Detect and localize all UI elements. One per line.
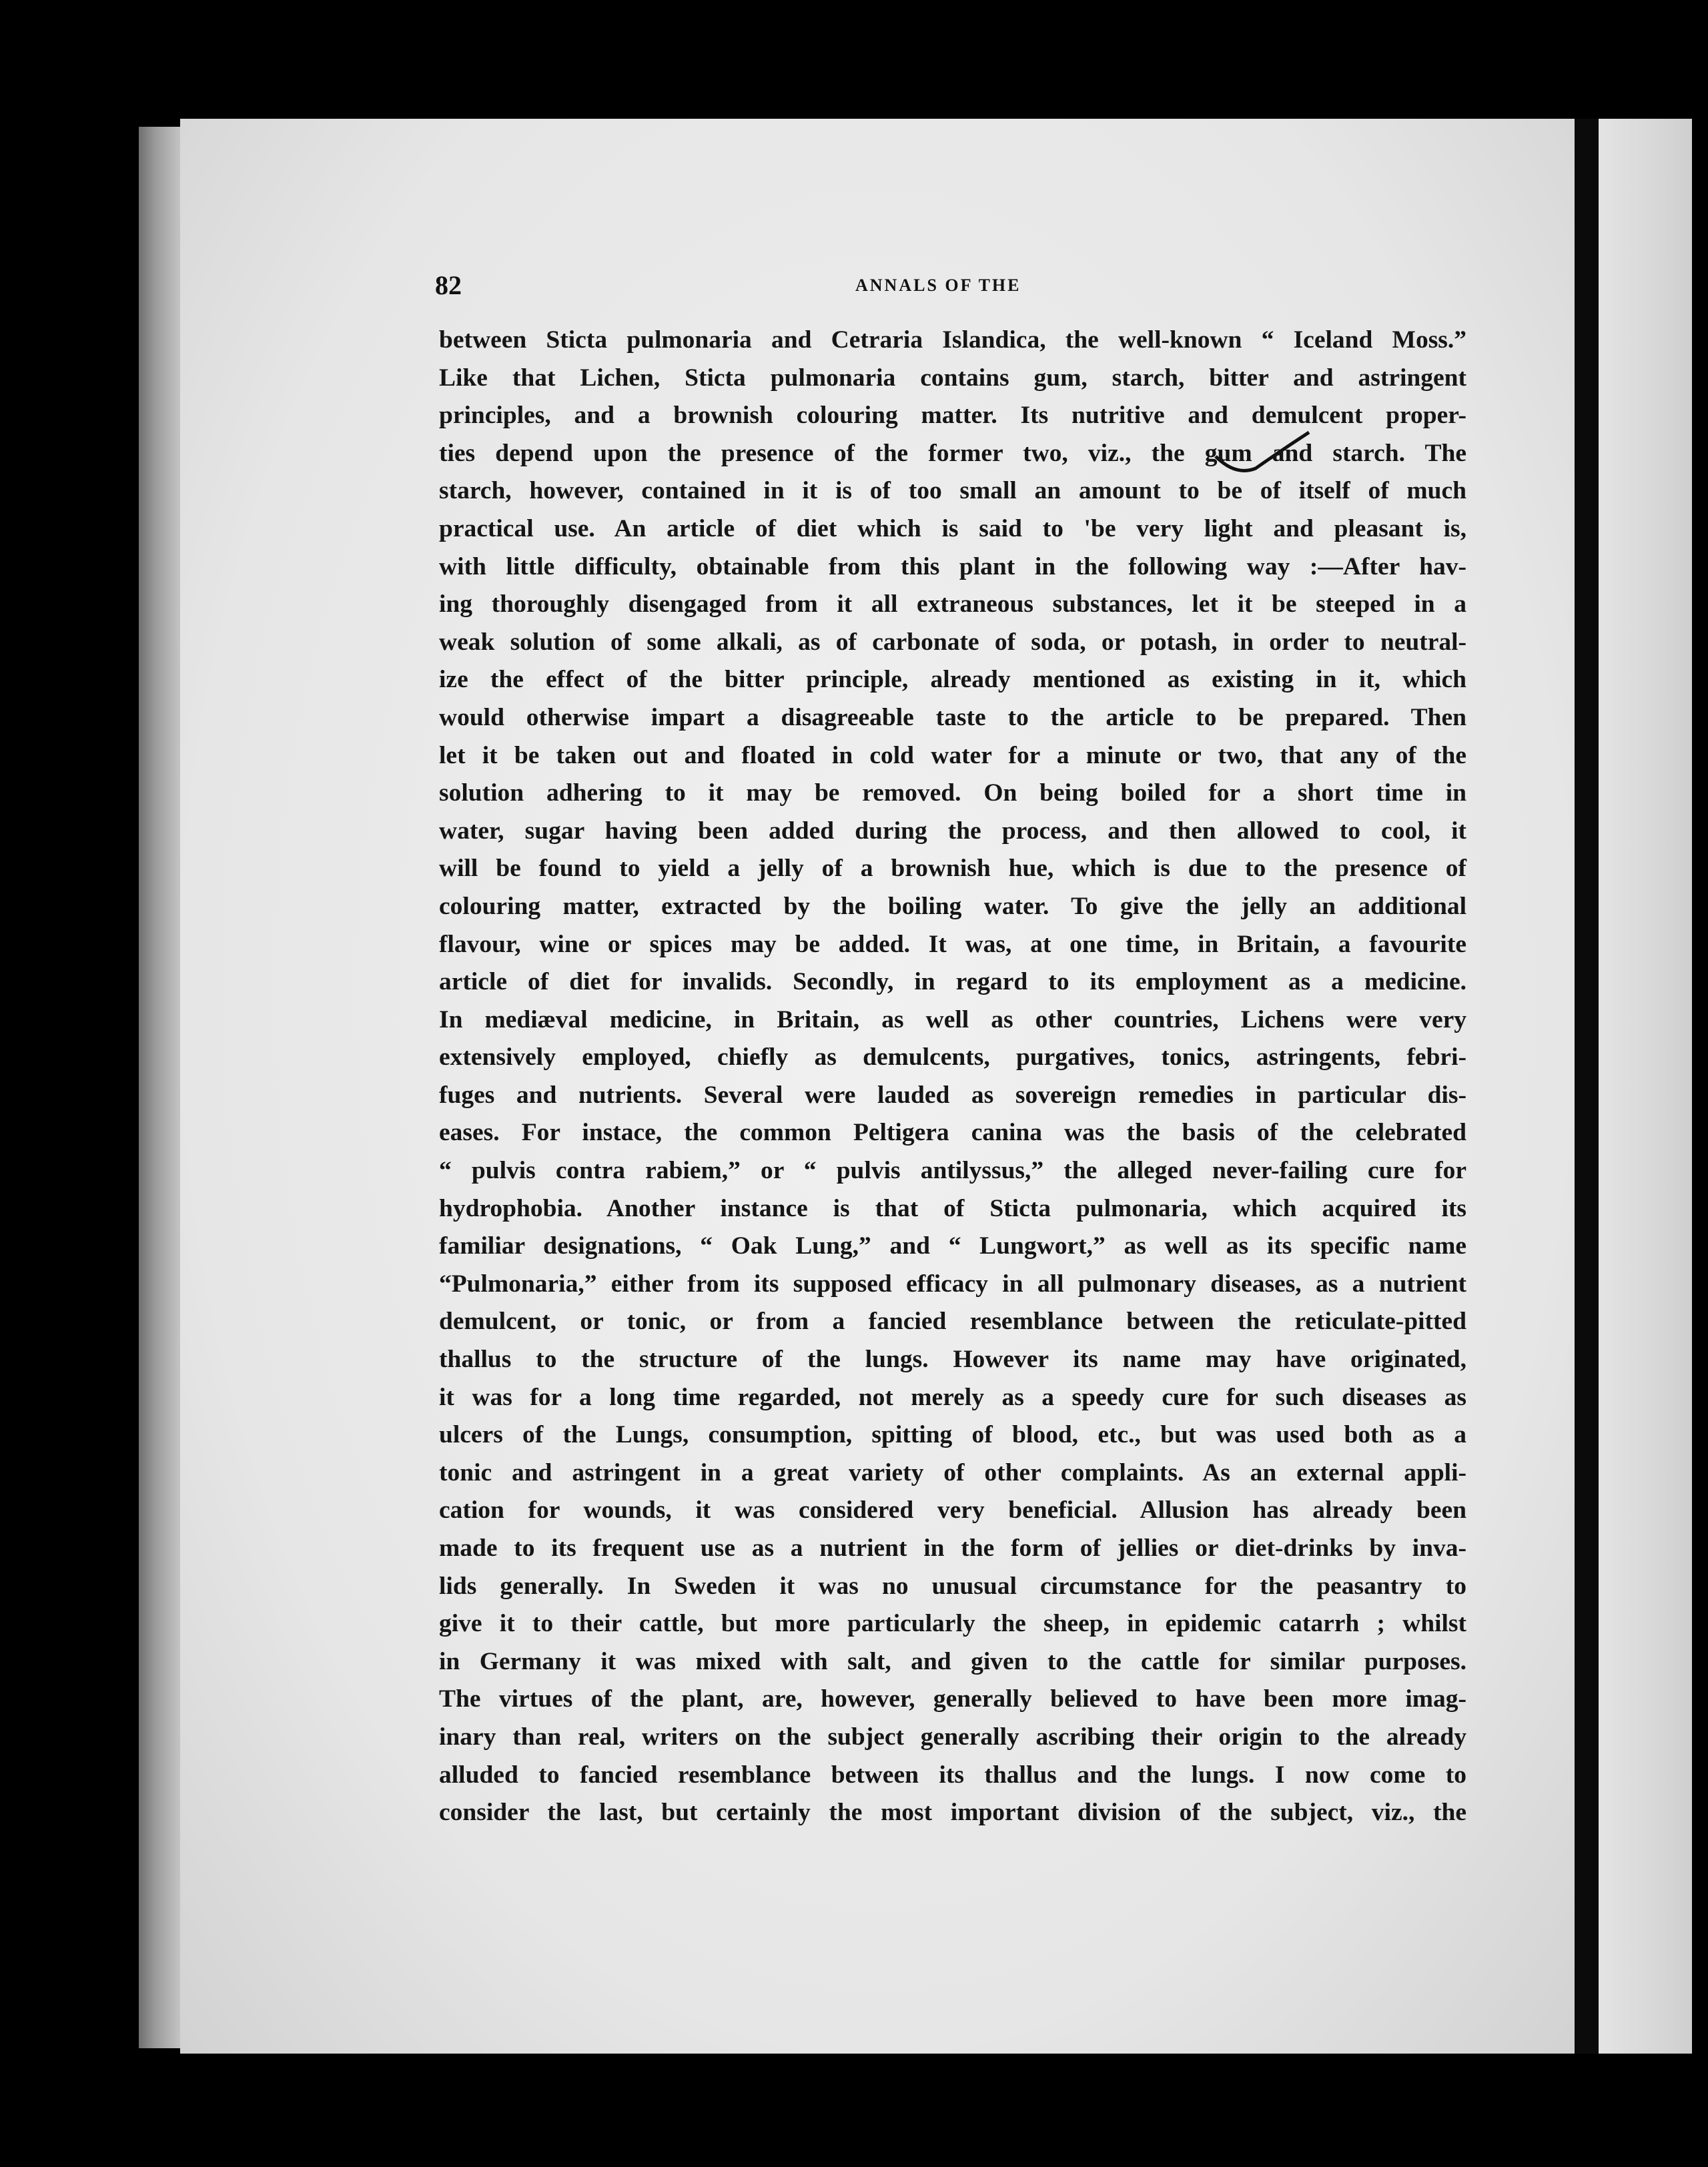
- text-line: ties depend upon the presence of the former two, viz., the gum and starch. The: [439, 439, 1466, 467]
- text-line: consider the last, but certainly the most important division of the subject, viz., the: [439, 1799, 1466, 1827]
- text-line: tonic and astringent in a great variety of other complaints. As an external appli-: [439, 1458, 1466, 1486]
- text-line: between Sticta pulmonaria and Cetraria Islandica, the well-known “ Iceland Moss.”: [439, 326, 1466, 354]
- text-line: colouring matter, extracted by the boiling water. To give the jelly an additional: [439, 892, 1466, 920]
- text-line: “Pulmonaria,” either from its supposed efficacy in all pulmonary diseases, as a nutrient: [439, 1270, 1466, 1298]
- text-line: “ pulvis contra rabiem,” or “ pulvis antilyssus,” the alleged never-failing cure for: [439, 1157, 1466, 1185]
- text-line: with little difficulty, obtainable from this plant in the following way :—After hav-: [439, 552, 1466, 580]
- text-line: eases. For instace, the common Peltigera canina was the basis of the celebrated: [439, 1119, 1466, 1147]
- page-number: 82: [435, 270, 462, 300]
- text-line: will be found to yield a jelly of a brownish hue, which is due to the presence of: [439, 855, 1466, 883]
- text-line: it was for a long time regarded, not merely as a speedy cure for such diseases as: [439, 1383, 1466, 1411]
- text-line: in Germany it was mixed with salt, and given to the cattle for similar purposes.: [439, 1647, 1466, 1675]
- text-line: demulcent, or tonic, or from a fancied resemblance between the reticulate-pitted: [439, 1308, 1466, 1336]
- text-line: Like that Lichen, Sticta pulmonaria contains gum, starch, bitter and astringent: [439, 364, 1466, 392]
- text-line: inary than real, writers on the subject generally ascribing their origin to the already: [439, 1723, 1466, 1751]
- text-line: solution adhering to it may be removed. On being boiled for a short time in: [439, 779, 1466, 807]
- text-line: made to its frequent use as a nutrient in the form of jellies or diet-drinks by inva-: [439, 1535, 1466, 1562]
- page-gutter: [1575, 119, 1599, 2054]
- text-line: alluded to fancied resemblance between its thallus and the lungs. I now come to: [439, 1761, 1466, 1789]
- text-line: The virtues of the plant, are, however, generally believed to have been more imag-: [439, 1685, 1466, 1713]
- text-line: hydrophobia. Another instance is that of Sticta pulmonaria, which acquired its: [439, 1194, 1466, 1222]
- text-line: thallus to the structure of the lungs. However its name may have originated,: [439, 1346, 1466, 1374]
- text-line: fuges and nutrients. Several were lauded as sovereign remedies in particular dis-: [439, 1081, 1466, 1109]
- text-line: familiar designations, “ Oak Lung,” and “ Lungwort,” as well as its specific name: [439, 1232, 1466, 1260]
- body-text: [439, 322, 1466, 1832]
- text-line: extensively employed, chiefly as demulcents, purgatives, tonics, astringents, febri-: [439, 1043, 1466, 1071]
- text-line: practical use. An article of diet which is said to 'be very light and pleasant is,: [439, 514, 1466, 542]
- running-head: ANNALS OF THE: [855, 276, 1021, 295]
- text-line: principles, and a brownish colouring matter. Its nutritive and demulcent proper-: [439, 402, 1466, 430]
- text-line: article of diet for invalids. Secondly, in regard to its employment as a medicine.: [439, 968, 1466, 996]
- text-line: would otherwise impart a disagreeable taste to the article to be prepared. Then: [439, 703, 1466, 731]
- text-line: starch, however, contained in it is of too small an amount to be of itself of much: [439, 477, 1466, 505]
- text-line: lids generally. In Sweden it was no unusual circumstance for the peasantry to: [439, 1572, 1466, 1600]
- text-line: cation for wounds, it was considered very beneficial. Allusion has already been: [439, 1496, 1466, 1525]
- text-line: In mediæval medicine, in Britain, as well as other countries, Lichens were very: [439, 1005, 1466, 1033]
- adjacent-page-edge: [1599, 119, 1692, 2054]
- text-line: give it to their cattle, but more particularly the sheep, in epidemic catarrh ; whilst: [439, 1610, 1466, 1638]
- text-line: ulcers of the Lungs, consumption, spitting of blood, etc., but was used both as a: [439, 1421, 1466, 1449]
- text-line: ing thoroughly disengaged from it all extraneous substances, let it be steeped in a: [439, 590, 1466, 618]
- text-line: let it be taken out and floated in cold water for a minute or two, that any of the: [439, 741, 1466, 769]
- text-line: flavour, wine or spices may be added. It was, at one time, in Britain, a favourite: [439, 930, 1466, 958]
- text-line: weak solution of some alkali, as of carbonate of soda, or potash, in order to neutral-: [439, 628, 1466, 656]
- page-header: [435, 266, 1462, 306]
- text-line: water, sugar having been added during the process, and then allowed to cool, it: [439, 817, 1466, 845]
- text-line: ize the effect of the bitter principle, already mentioned as existing in it, which: [439, 666, 1466, 694]
